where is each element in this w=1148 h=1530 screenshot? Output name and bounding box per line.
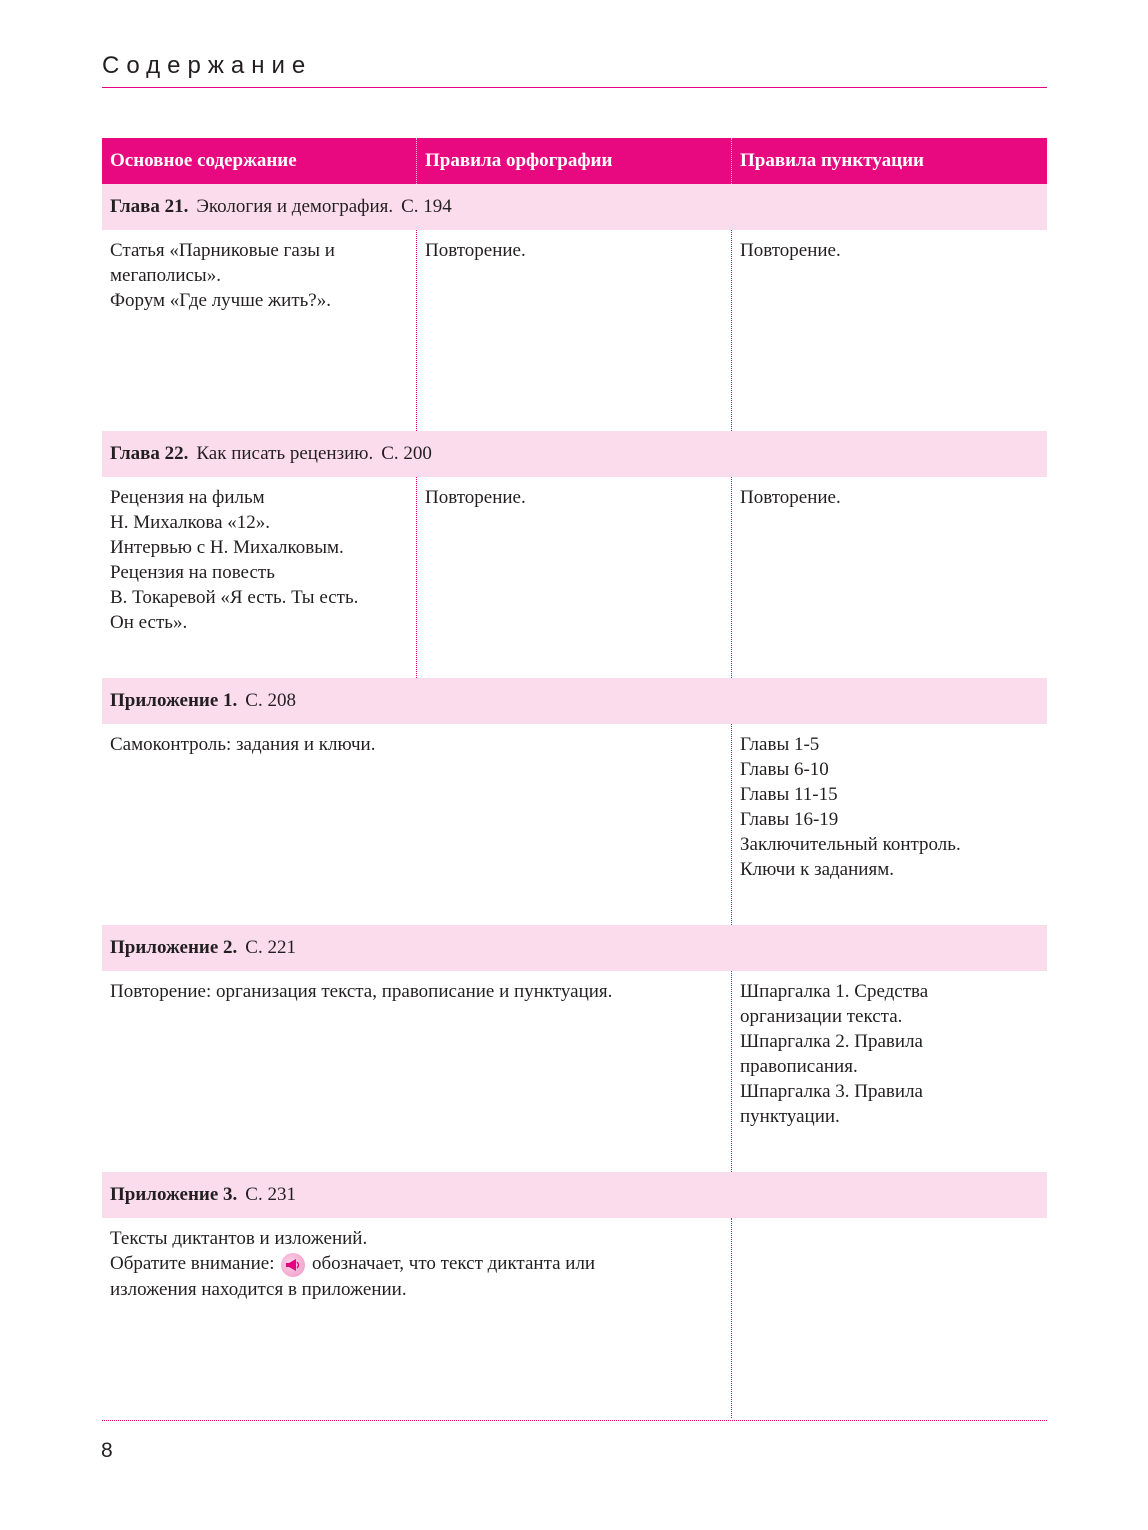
main-content-cell	[102, 971, 731, 1172]
text-line: Н. Михалкова «12».	[110, 512, 271, 533]
section-label: Глава 21.	[110, 196, 189, 217]
text-line: Повторение.	[425, 240, 526, 261]
punctuation-cell	[731, 230, 1047, 431]
text-line: Рецензия на повесть	[110, 562, 275, 583]
section-label: Глава 22.	[110, 443, 189, 464]
text-line: пунктуации.	[740, 1106, 840, 1127]
section-bar-appendix-1	[102, 678, 1047, 724]
spelling-cell	[416, 477, 731, 678]
table-header-row	[102, 138, 1047, 184]
text-line: Статья «Парниковые газы и	[110, 240, 335, 261]
section-bar-chapter-21	[102, 184, 1047, 230]
page-header: Содержание	[102, 52, 313, 79]
text-line: Повторение.	[740, 240, 841, 261]
text-line: Главы 16-19	[740, 809, 839, 830]
section-label: Приложение 2.	[110, 937, 238, 958]
section-title: Как писать рецензию.	[196, 443, 374, 464]
note-prefix: Обратите внимание:	[110, 1253, 275, 1274]
text-line: Рецензия на фильм	[110, 487, 265, 508]
text-line: Тексты диктантов и изложений.	[110, 1228, 368, 1249]
bottom-rule	[102, 1420, 1047, 1421]
page-number: 8	[101, 1439, 113, 1462]
text-line: Повторение.	[740, 487, 841, 508]
section-title: Экология и демография.	[196, 196, 394, 217]
text-line: Шпаргалка 2. Правила	[740, 1031, 923, 1052]
punctuation-cell	[731, 1218, 1047, 1418]
contents-table	[102, 138, 1047, 1418]
main-content-cell	[102, 724, 731, 925]
column-header-punctuation-rules: Правила пунктуации	[731, 138, 1047, 184]
text-line: мегаполисы».	[110, 265, 221, 286]
main-content-cell	[102, 230, 416, 431]
section-page-ref: С. 208	[245, 690, 296, 711]
text-line: Шпаргалка 1. Средства	[740, 981, 929, 1002]
column-header-spelling-rules: Правила орфографии	[416, 138, 731, 184]
section-body-chapter-22	[102, 477, 1047, 678]
section-page-ref: С. 194	[401, 196, 452, 217]
main-content-cell	[102, 477, 416, 678]
text-line: Главы 11-15	[740, 784, 838, 805]
text-line: Главы 6-10	[740, 759, 829, 780]
section-body-chapter-21	[102, 230, 1047, 431]
section-label: Приложение 3.	[110, 1184, 238, 1205]
megaphone-icon	[281, 1253, 305, 1277]
column-header-main-content: Основное содержание	[110, 150, 297, 171]
text-line: Повторение.	[425, 487, 526, 508]
section-bar-chapter-22	[102, 431, 1047, 477]
text-line: Заключительный контроль.	[740, 834, 961, 855]
note-suffix: обозначает, что текст диктанта или	[311, 1253, 596, 1274]
section-body-appendix-3	[102, 1218, 1047, 1418]
text-line: Интервью с Н. Михалковым.	[110, 537, 344, 558]
section-body-appendix-1	[102, 724, 1047, 925]
text-line: организации текста.	[740, 1006, 903, 1027]
text-line: Повторение: организация текста, правописание и пунктуация.	[110, 981, 613, 1002]
text-line: Самоконтроль: задания и ключи.	[110, 734, 376, 755]
spelling-cell	[416, 230, 731, 431]
text-line-with-icon	[110, 1251, 725, 1277]
section-bar-appendix-3	[102, 1172, 1047, 1218]
section-bar-appendix-2	[102, 925, 1047, 971]
text-line: Главы 1-5	[740, 734, 820, 755]
text-line: Форум «Где лучше жить?».	[110, 290, 331, 311]
header-rule	[102, 87, 1047, 88]
text-line: изложения находится в приложении.	[110, 1278, 407, 1300]
main-content-cell	[102, 1218, 731, 1418]
punctuation-cell	[731, 971, 1047, 1172]
text-line: В. Токаревой «Я есть. Ты есть.	[110, 587, 359, 608]
text-line: Ключи к заданиям.	[740, 859, 894, 880]
section-body-appendix-2	[102, 971, 1047, 1172]
section-page-ref: С. 200	[381, 443, 432, 464]
text-line: Он есть».	[110, 612, 188, 633]
section-page-ref: С. 231	[245, 1184, 296, 1205]
section-page-ref: С. 221	[245, 937, 296, 958]
punctuation-cell	[731, 724, 1047, 925]
text-line: правописания.	[740, 1056, 858, 1077]
text-line: Шпаргалка 3. Правила	[740, 1081, 923, 1102]
section-label: Приложение 1.	[110, 690, 238, 711]
punctuation-cell	[731, 477, 1047, 678]
